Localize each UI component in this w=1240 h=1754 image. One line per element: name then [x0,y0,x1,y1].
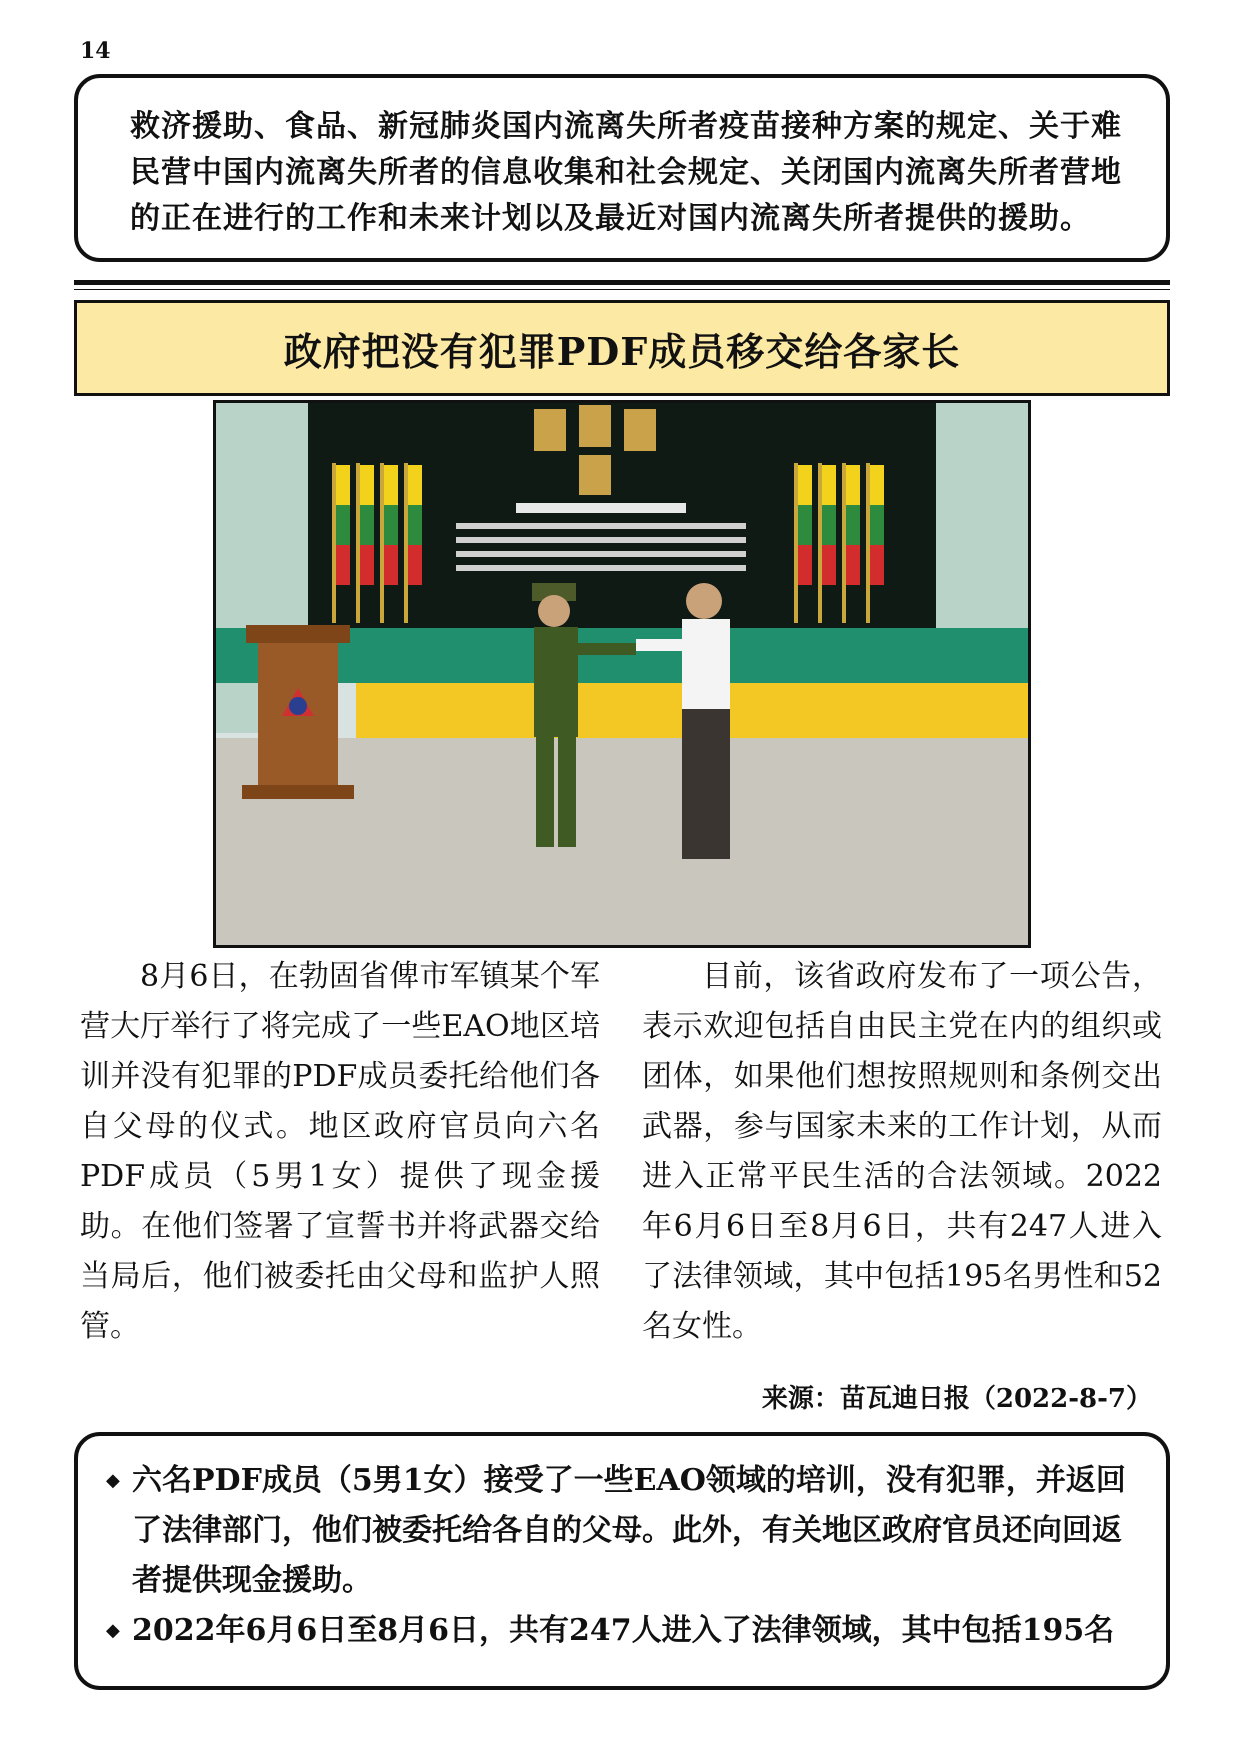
summary-item-text: 2022年6月6日至8月6日，共有247人进入了法律领域，其中包括195名 [132,1613,1115,1648]
divider-thick [74,280,1170,285]
summary-item [106,1456,1140,1606]
diamond-bullet-icon: ◆ [106,1470,120,1491]
summary-item-text: 六名PDF成员（5男1女）接受了一些EAO领域的培训，没有犯罪，并返回了法律部门，他们被委托给各自的父母。此外，有关地区政府官员还向回返者提供现金援助。 [132,1463,1126,1598]
article-headline: 政府把没有犯罪PDF成员移交给各家长 [283,328,961,374]
diamond-bullet-icon: ◆ [106,1620,120,1641]
divider-thin [74,289,1170,290]
intro-text: 救济援助、食品、新冠肺炎国内流离失所者疫苗接种方案的规定、关于难民营中国内流离失所者的信息收集和社会规定、关闭国内流离失所者营地的正在进行的工作和未来计划以及最近对国内流离失所者提供的援助。 [130,109,1122,236]
page-number: 14 [80,38,111,64]
ceremony-photo-illustration [216,403,1028,945]
article-photo [213,400,1031,948]
intro-text-box [74,74,1170,262]
summary-box [74,1432,1170,1690]
article-source: 来源：苗瓦迪日报（2022-8-7） [761,1384,1152,1414]
summary-item [106,1606,1140,1656]
article-left-column [80,952,600,1352]
article-left-paragraph: 8月6日，在勃固省俾市军镇某个军营大厅举行了将完成了一些EAO地区培训并没有犯罪的PDF成员委托给他们各自父母的仪式。地区政府官员向六名PDF成员（5男1女）提供了现金援助。在他们签署了宣誓书并将武器交给当局后，他们被委托由父母和监护人照管。 [80,959,600,1344]
summary-list [106,1456,1140,1656]
article-headline-banner [74,300,1170,396]
article-right-column [642,952,1162,1352]
article-right-paragraph: 目前，该省政府发布了一项公告，表示欢迎包括自由民主党在内的组织或团体，如果他们想按照规则和条例交出武器，参与国家未来的工作计划，从而进入正常平民生活的合法领域。2022年6月6日至8月6日，共有247人进入了法律领域，其中包括195名男性和52名女性。 [642,959,1162,1344]
